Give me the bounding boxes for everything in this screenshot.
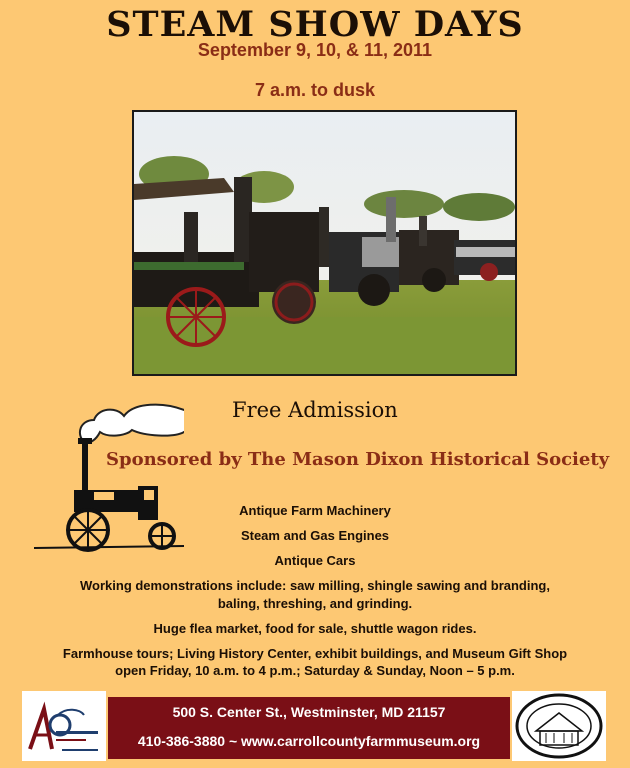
contact-info: 410-386-3880 ~ www.carrollcountyfarmmuseum.org xyxy=(137,733,481,749)
market-line: Huge flea market, food for sale, shuttle wagon rides. xyxy=(153,621,477,636)
address: 500 S. Center St., Westminster, MD 21157 xyxy=(172,704,446,720)
demonstrations-line: Working demonstrations include: saw milling, shingle sawing and branding, xyxy=(80,578,550,593)
sponsor-line: Sponsored by The Mason Dixon Historical Society xyxy=(106,449,610,470)
event-hours: 7 a.m. to dusk xyxy=(254,80,376,100)
feature-item: Antique Farm Machinery xyxy=(239,503,391,518)
tours-line: Farmhouse tours; Living History Center, exhibit buildings, and Museum Gift Shop xyxy=(62,646,568,661)
admission-note: Free Admission xyxy=(232,398,398,422)
steam-engines-photo xyxy=(132,110,517,376)
farm-museum-seal xyxy=(512,691,606,761)
feature-item: Steam and Gas Engines xyxy=(240,528,390,543)
page-title: STEAM SHOW DAYS xyxy=(106,4,524,45)
feature-item: Antique Cars xyxy=(274,553,356,568)
recreation-parks-logo xyxy=(22,691,106,761)
tours-line: open Friday, 10 a.m. to 4 p.m.; Saturday & Sunday, Noon – 5 p.m. xyxy=(115,663,515,678)
demonstrations-line: baling, threshing, and grinding. xyxy=(217,596,413,611)
event-dates: September 9, 10, & 11, 2011 xyxy=(197,40,433,60)
